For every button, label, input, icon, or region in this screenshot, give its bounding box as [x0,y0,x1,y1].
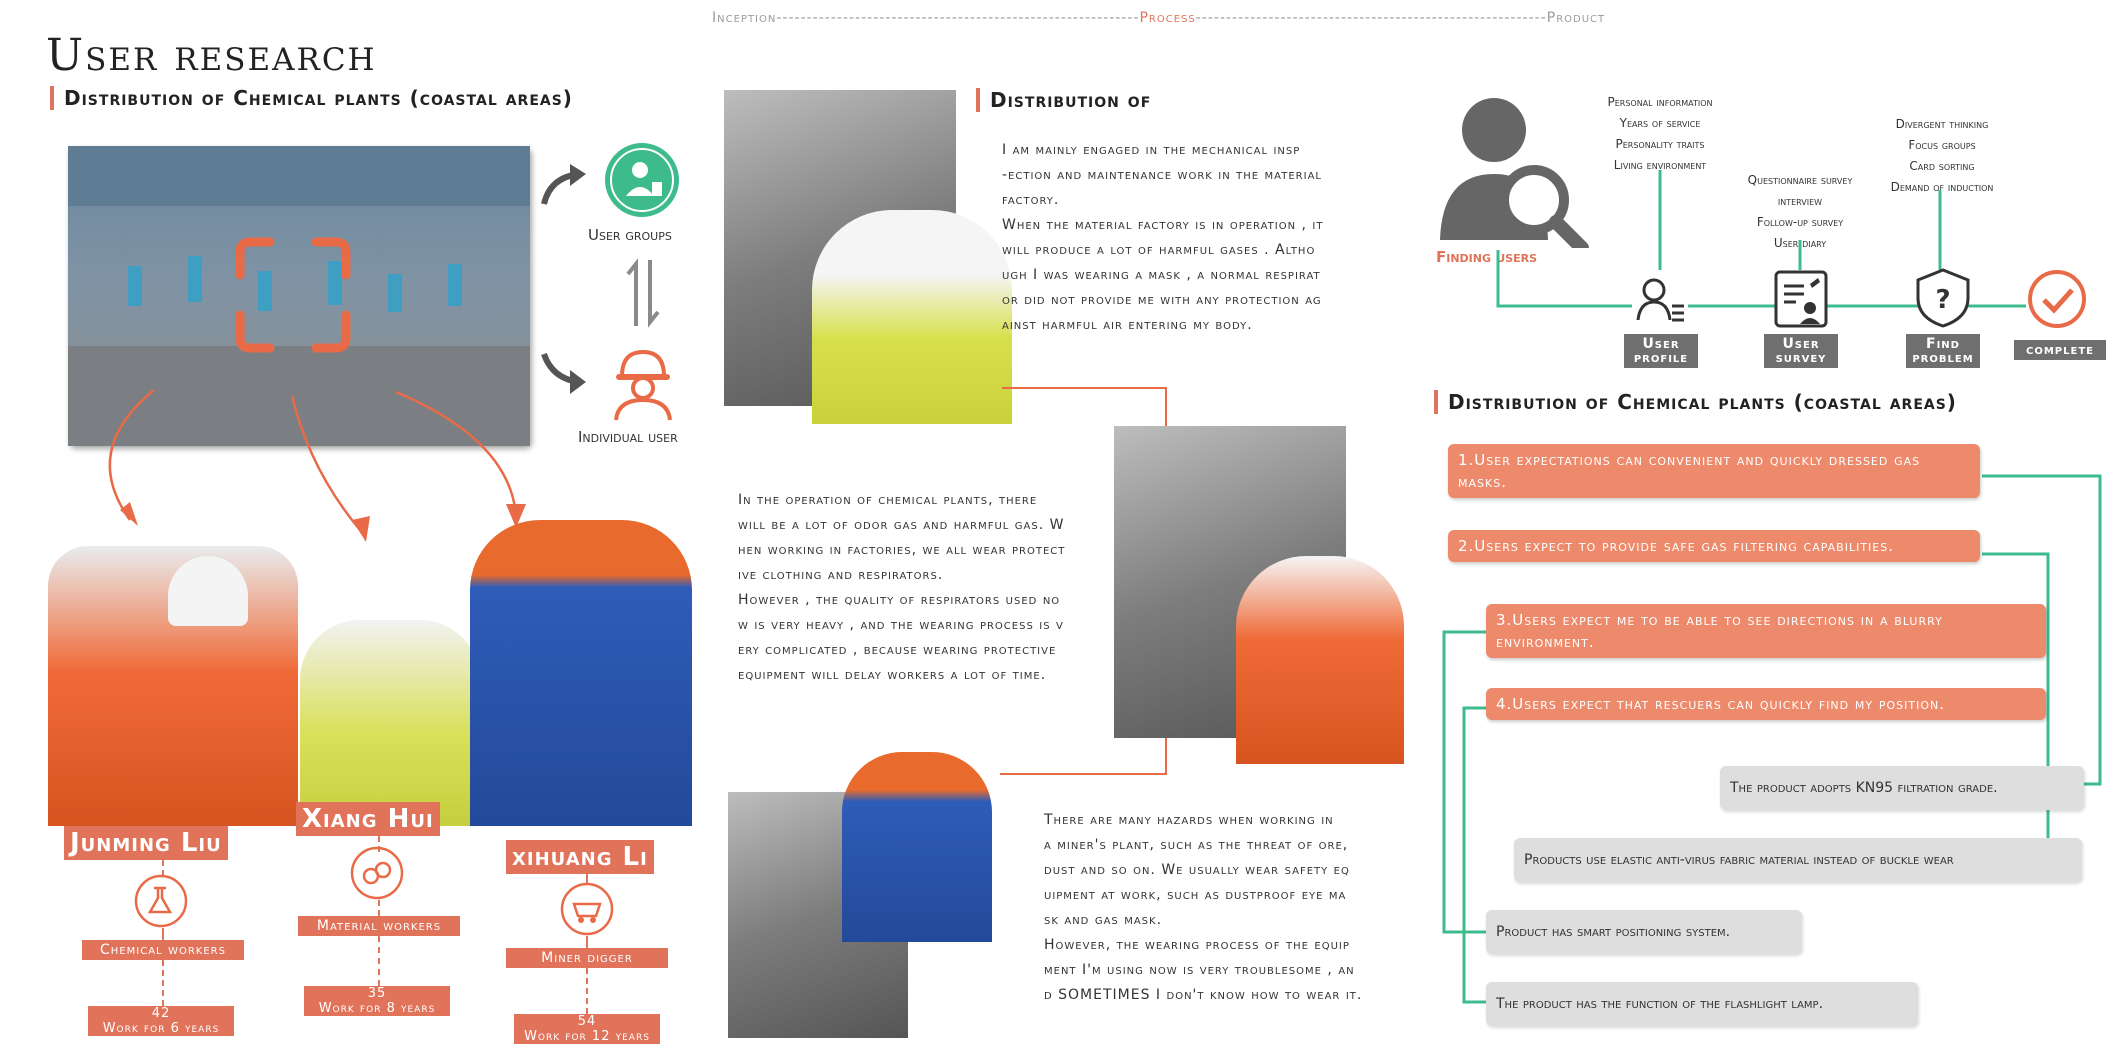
stage-separator: ---------------------------------------------------------- [1195,10,1547,26]
person-role: Chemical workers [82,940,244,960]
left-section-title: Distribution of Chemical plants (coastal areas) [50,86,573,110]
person-years: 54 Work for 12 years [514,1014,660,1044]
middle-section-title: Distribution of [976,88,1151,112]
individual-user-icon [608,346,678,422]
profile-items-list: Personal information Years of service Personality traits Living environment [1607,95,1713,172]
mining-cart-icon [560,882,614,936]
person-role: Material workers [298,916,460,936]
right-section-title: Distribution of Chemical plants (coastal areas) [1434,390,1957,414]
worker-photo-xihuang [470,520,692,826]
feature-item: The product adopts KN95 filtration grade. [1720,766,2084,810]
person-name: Junming Liu [64,826,228,860]
complete-check-icon [2026,268,2088,330]
step-complete: complete [2014,340,2106,360]
user-groups-icon [604,142,680,218]
user-profile-icon [1632,272,1688,328]
stage-breadcrumb [712,10,1605,26]
feature-item: Products use elastic anti-virus fabric material instead of buckle wear [1514,838,2082,882]
page-title: User research [46,30,377,81]
worker-photo-miner [842,752,992,942]
expectation-item: 2.Users expect to provide safe gas filtering capabilities. [1448,530,1980,562]
quote-miner: There are many hazards when working in a miner's plant, such as the threat of ore, dust and so on. We usually wear safety eq uipment at work, such as dustproof eye ma sk and gas mask. However, the wearing process of the equip ment I'm using now is very troublesome , an d SOMETIMES I don't know how to wear it. [1044,812,1363,1003]
expectation-item: 3.Users expect me to be able to see directions in a blurry environment. [1486,604,2046,658]
worker-photo-inspector [812,210,1012,424]
person-role: Miner digger [506,948,668,968]
helmet-icon [168,556,248,626]
expectation-item: 1.User expectations can convenient and quickly dressed gas masks. [1448,444,1980,498]
stage-inception[interactable]: Inception [712,10,777,26]
expectation-item: 4.Users expect that rescuers can quickly find my position. [1486,688,2046,720]
problem-items-list: Divergent thinking Focus groups Card sorting Demand of induction [1890,117,1994,194]
individual-user-label: Individual user [578,428,678,446]
feature-item: The product has the function of the flashlight lamp. [1486,982,1918,1026]
arrow-icon [540,160,590,210]
stage-product[interactable]: Product [1546,10,1606,26]
flask-icon [134,874,188,928]
feature-item: Product has smart positioning system. [1486,910,1802,954]
step-user-profile: User profile [1624,334,1698,368]
person-name: Xiang Hui [296,802,440,836]
swap-arrows-icon [626,256,660,330]
arrow-icon [540,348,590,398]
worker-photo-pointing [1236,556,1404,764]
quote-chemical: In the operation of chemical plants, there will be a lot of odor gas and harmful gas. W hen working in factories, we all wear protect ive clothing and respirators. However , the quality of respirators used no w is very heavy , and the wearing process is v ery complicated , because wearing protective equipment will delay workers a lot of time. [738,492,1066,683]
user-groups-label: User groups [588,226,672,244]
survey-items-list: Questionnaire survey interview Follow-up survey User diary [1747,173,1853,250]
material-rolls-icon [350,846,404,900]
finding-users-label: Finding users [1436,248,1537,266]
person-name: xihuang Li [506,840,654,874]
focus-bracket-icon [228,230,358,360]
stage-process[interactable]: Process [1139,10,1196,26]
find-problem-icon [1914,268,1972,328]
stage-separator: ------------------------------------------------------------ [776,10,1140,26]
step-find-problem: Find problem [1906,334,1980,368]
svg-text:?: ? [1935,285,1951,315]
person-years: 42 Work for 6 years [88,1006,234,1036]
quote-inspector: I am mainly engaged in the mechanical insp -ection and maintenance work in the material factory. When the material factory is in operation , it will produce a lot of harmful gases . Altho ugh I was wearing a mask , a normal respirat or did not provide me with any protection ag ainst harmful air entering my body. [1002,142,1324,333]
worker-photo-xiang [300,620,480,826]
user-survey-icon [1774,270,1828,328]
person-years: 35 Work for 8 years [304,986,450,1016]
step-user-survey: User survey [1764,334,1838,368]
